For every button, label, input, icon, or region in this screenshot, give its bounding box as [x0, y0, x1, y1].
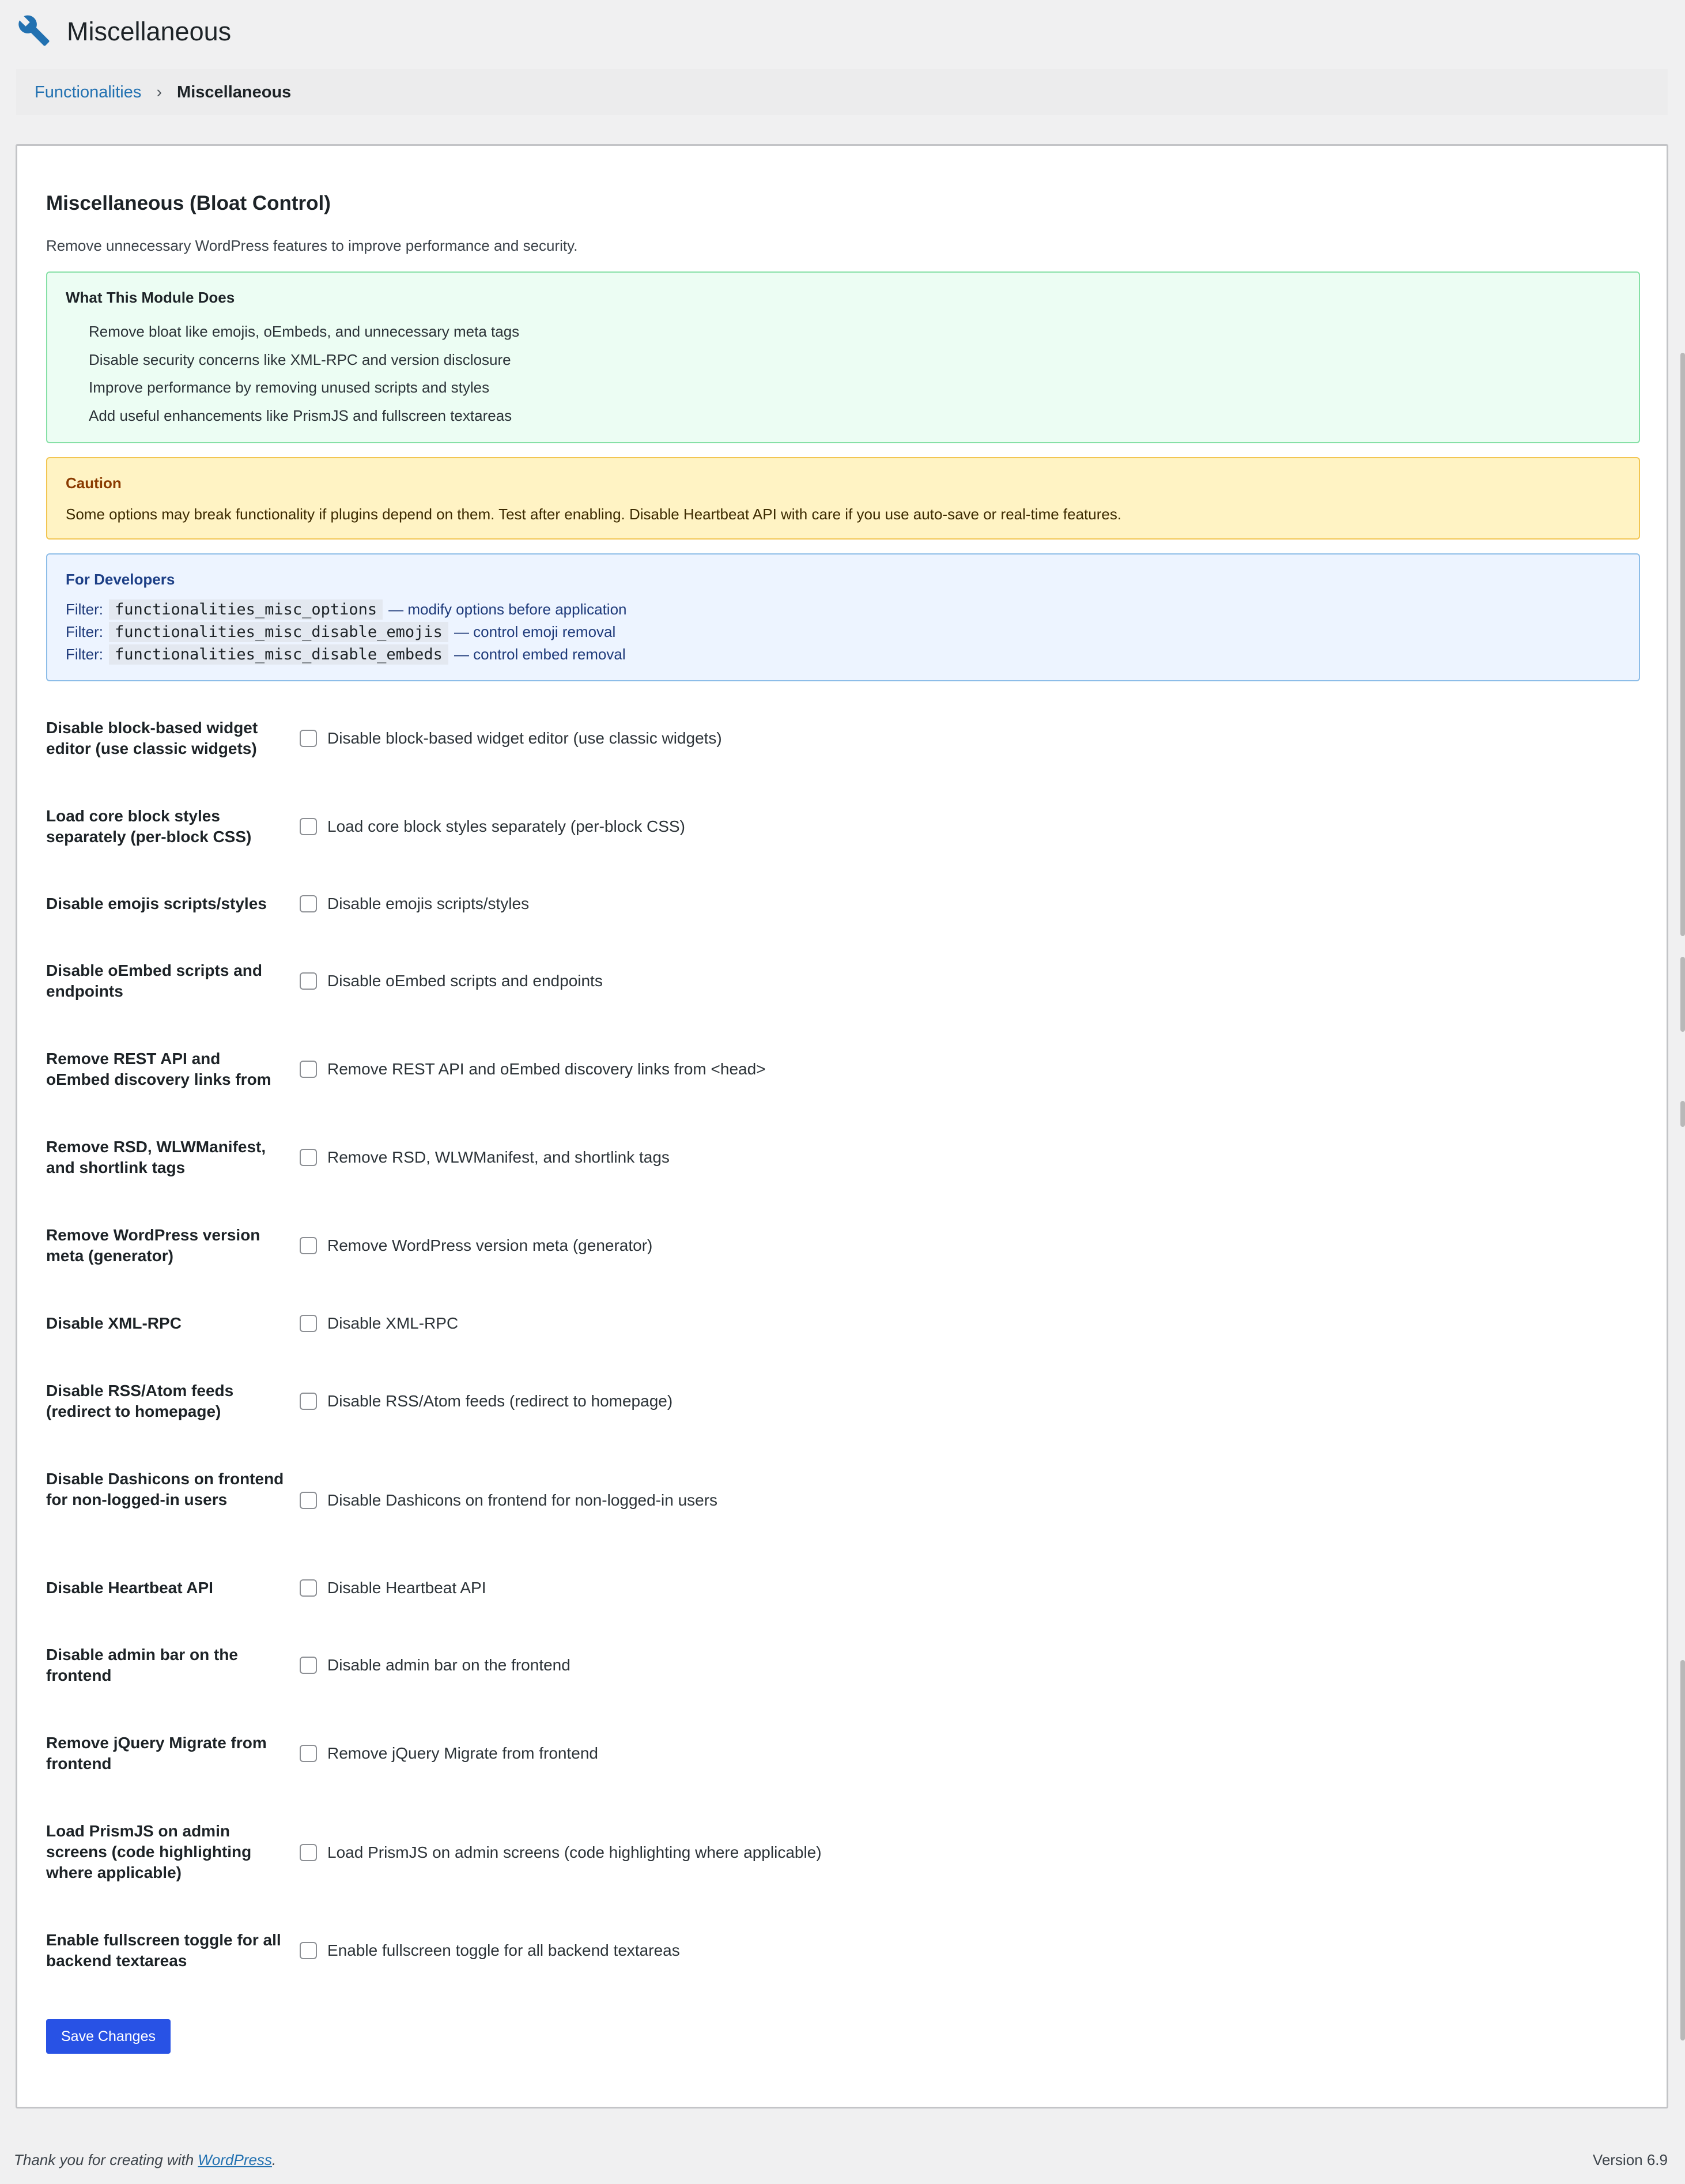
option-checkbox-field[interactable]: [300, 815, 685, 838]
checkbox[interactable]: [300, 1745, 317, 1762]
option-checkbox-field[interactable]: [300, 1146, 670, 1169]
page-header: [17, 6, 231, 58]
breadcrumb: [16, 69, 1668, 115]
checkbox-label[interactable]: Enable fullscreen toggle for all backend textareas: [327, 1941, 680, 1959]
wrench-icon: [17, 14, 51, 50]
info-box: [46, 271, 1640, 443]
checkbox-label[interactable]: Remove REST API and oEmbed discovery links from <head>: [327, 1060, 766, 1078]
option-label: Disable Heartbeat API: [46, 1579, 213, 1597]
info-box-title: What This Module Does: [66, 289, 235, 306]
developer-box: [46, 553, 1640, 681]
option-label: Disable block-based widget editor (use classic widgets): [46, 719, 258, 757]
checkbox[interactable]: [300, 895, 317, 912]
settings-panel: [16, 144, 1668, 2108]
checkbox[interactable]: [300, 1315, 317, 1332]
option-label: Enable fullscreen toggle for all backend textareas: [46, 1931, 281, 1970]
filter-prefix: Filter:: [66, 600, 103, 618]
option-checkbox-field[interactable]: [300, 1312, 458, 1335]
developer-box-title: For Developers: [66, 571, 175, 588]
checkbox-label[interactable]: Disable block-based widget editor (use classic widgets): [327, 729, 722, 747]
footer-version: Version 6.9: [1592, 2151, 1668, 2168]
option-label: Disable emojis scripts/styles: [46, 895, 267, 912]
filter-code: functionalities_misc_disable_embeds: [109, 644, 448, 665]
save-changes-button[interactable]: Save Changes: [46, 2019, 171, 2054]
option-checkbox-field[interactable]: [300, 1390, 673, 1413]
option-label: Load core block styles separately (per-block CSS): [46, 807, 252, 846]
page-title: Miscellaneous: [67, 17, 232, 46]
option-checkbox-field[interactable]: [300, 1576, 486, 1600]
filter-description: — control emoji removal: [454, 623, 616, 640]
option-checkbox-field[interactable]: [300, 1489, 717, 1512]
filter-line: [66, 598, 627, 620]
list-item: Add useful enhancements like PrismJS and fullscreen textareas: [89, 406, 512, 424]
checkbox[interactable]: [300, 1942, 317, 1959]
filter-line: [66, 643, 626, 665]
checkbox-label[interactable]: Disable admin bar on the frontend: [327, 1656, 571, 1674]
checkbox-label[interactable]: Disable RSS/Atom feeds (redirect to homepage): [327, 1392, 673, 1410]
option-label: Disable oEmbed scripts and endpoints: [46, 961, 262, 1000]
option-checkbox-field[interactable]: [300, 1234, 652, 1257]
filter-code: functionalities_misc_options: [109, 599, 383, 620]
panel-description: Remove unnecessary WordPress features to improve performance and security.: [46, 237, 578, 254]
checkbox[interactable]: [300, 1844, 317, 1861]
checkbox-label[interactable]: Disable Heartbeat API: [327, 1579, 486, 1597]
option-label: Disable XML-RPC: [46, 1314, 182, 1332]
footer-thanks-suffix: .: [271, 2151, 277, 2168]
option-label: Remove REST API and oEmbed discovery links from: [46, 1050, 271, 1088]
option-checkbox-field[interactable]: [300, 1654, 571, 1677]
breadcrumb-separator: ›: [156, 82, 163, 101]
checkbox-label[interactable]: Disable oEmbed scripts and endpoints: [327, 972, 603, 990]
option-checkbox-field[interactable]: [300, 1742, 598, 1765]
filter-prefix: Filter:: [66, 645, 103, 663]
checkbox-label[interactable]: Remove jQuery Migrate from frontend: [327, 1744, 598, 1762]
checkbox-label[interactable]: Load PrismJS on admin screens (code highlighting where applicable): [327, 1843, 822, 1861]
option-label: Load PrismJS on admin screens (code highlighting where applicable): [46, 1822, 252, 1881]
checkbox[interactable]: [300, 818, 317, 835]
checkbox[interactable]: [300, 1393, 317, 1410]
checkbox-label[interactable]: Disable emojis scripts/styles: [327, 895, 530, 912]
option-label: Remove WordPress version meta (generator): [46, 1226, 260, 1265]
option-checkbox-field[interactable]: [300, 1841, 822, 1864]
scrollbar-track-segment[interactable]: [1680, 957, 1685, 1032]
filter-prefix: Filter:: [66, 623, 103, 640]
checkbox[interactable]: [300, 730, 317, 747]
list-item: Improve performance by removing unused scripts and styles: [89, 379, 490, 396]
footer-thanks-text: Thank you for creating with: [14, 2151, 198, 2168]
checkbox-label[interactable]: Remove WordPress version meta (generator): [327, 1236, 653, 1254]
checkbox[interactable]: [300, 972, 317, 990]
checkbox-label[interactable]: Load core block styles separately (per-block CSS): [327, 817, 685, 835]
panel-title: Miscellaneous (Bloat Control): [46, 192, 331, 214]
scrollbar-track-segment[interactable]: [1680, 353, 1685, 936]
checkbox[interactable]: [300, 1579, 317, 1597]
checkbox-label[interactable]: Disable Dashicons on frontend for non-logged-in users: [327, 1491, 718, 1509]
option-checkbox-field[interactable]: [300, 1058, 766, 1081]
filter-line: [66, 621, 615, 643]
filter-code: functionalities_misc_disable_emojis: [109, 622, 448, 642]
option-label: Disable Dashicons on frontend for non-logged-in users: [46, 1470, 284, 1508]
breadcrumb-link-functionalities[interactable]: Functionalities: [35, 82, 142, 101]
option-checkbox-field[interactable]: [300, 970, 603, 993]
checkbox[interactable]: [300, 1492, 317, 1509]
filter-description: — control embed removal: [454, 645, 626, 663]
checkbox[interactable]: [300, 1237, 317, 1254]
checkbox-label[interactable]: Disable XML-RPC: [327, 1314, 459, 1332]
caution-box-title: Caution: [66, 474, 122, 492]
breadcrumb-current: Miscellaneous: [177, 82, 292, 101]
filter-description: — modify options before application: [388, 600, 627, 618]
caution-box-text: Some options may break functionality if plugins depend on them. Test after enabling. Disable Heartbeat API with care if you use auto-save or real-time features.: [66, 506, 1122, 523]
option-checkbox-field[interactable]: [300, 892, 529, 915]
option-checkbox-field[interactable]: [300, 1939, 680, 1962]
list-item: Remove bloat like emojis, oEmbeds, and unnecessary meta tags: [89, 323, 520, 340]
option-checkbox-field[interactable]: [300, 727, 722, 750]
info-box-list: [89, 318, 519, 429]
checkbox[interactable]: [300, 1149, 317, 1166]
scrollbar-track-segment[interactable]: [1680, 1101, 1685, 1127]
scrollbar-track-segment[interactable]: [1680, 1660, 1685, 2040]
caution-box: [46, 457, 1640, 540]
list-item: Disable security concerns like XML-RPC and version disclosure: [89, 350, 511, 368]
option-label: Remove jQuery Migrate from frontend: [46, 1734, 267, 1772]
footer-thanks: [14, 2151, 276, 2169]
checkbox[interactable]: [300, 1657, 317, 1674]
option-label: Disable RSS/Atom feeds (redirect to homepage): [46, 1382, 234, 1420]
option-label: Remove RSD, WLWManifest, and shortlink tags: [46, 1138, 266, 1176]
wordpress-link[interactable]: WordPress: [198, 2151, 272, 2168]
option-label: Disable admin bar on the frontend: [46, 1646, 238, 1684]
checkbox[interactable]: [300, 1061, 317, 1078]
checkbox-label[interactable]: Remove RSD, WLWManifest, and shortlink tags: [327, 1148, 670, 1166]
